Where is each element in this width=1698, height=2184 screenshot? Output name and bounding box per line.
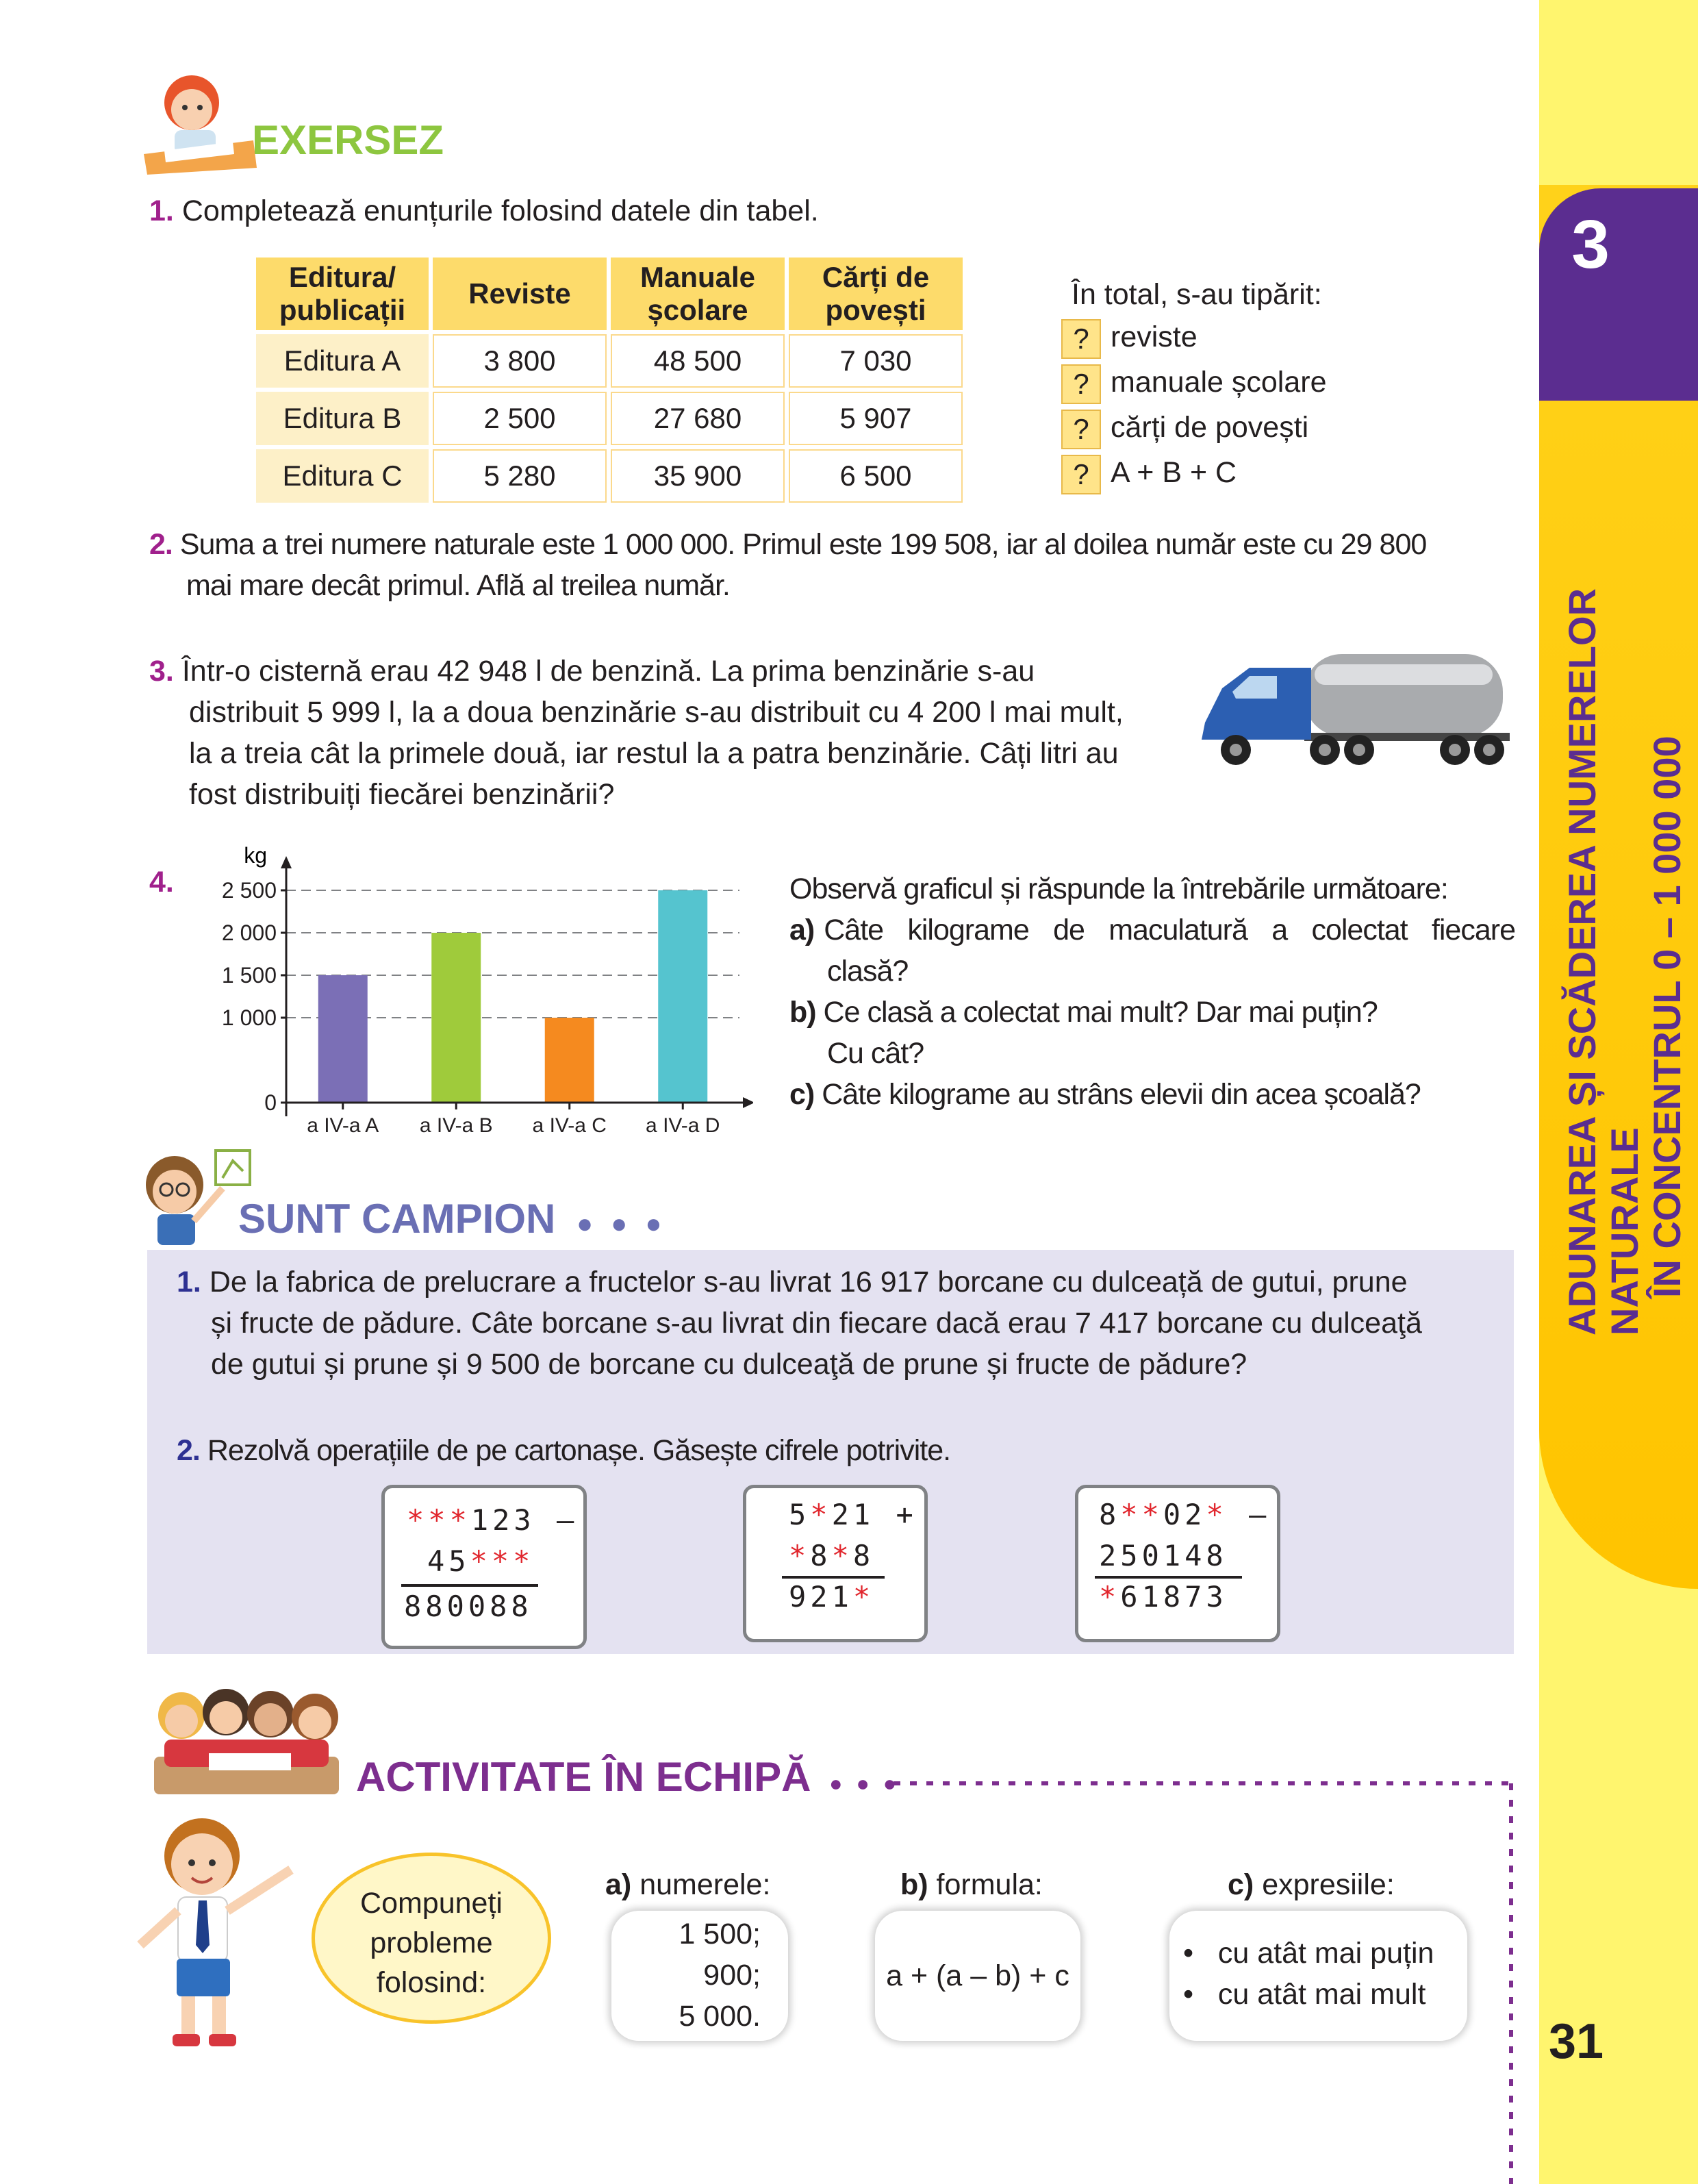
campion-ex2-number: 2.	[177, 1434, 200, 1467]
campion-ex1	[177, 1262, 1498, 1385]
speech-bubble	[312, 1853, 551, 2024]
qa-text2: clasă?	[827, 955, 909, 988]
kids-team-icon	[147, 1674, 346, 1801]
qa-text1: Câte kilograme de maculatură a colectat fiecare	[824, 914, 1515, 946]
ex1-text: Completează enunțurile folosind datele din tabel.	[181, 194, 819, 227]
card-digits: 45	[427, 1544, 470, 1578]
ex3-line3: la a treia cât la primele două, iar restul la a patra benzinărie. Câți litri au	[189, 737, 1119, 770]
ex4-qc-line	[789, 1074, 1515, 1115]
table-cell: 5 280	[433, 449, 607, 503]
expressions-box	[1169, 1911, 1467, 2041]
table-header: Editura/ publicații	[256, 258, 429, 330]
bar	[318, 975, 368, 1103]
sum-line	[401, 1584, 538, 1587]
table-cell: Editura C	[256, 449, 429, 503]
card-digits: 8	[810, 1539, 832, 1572]
campion-ex2	[177, 1430, 950, 1471]
card-digits: 123 –	[470, 1503, 579, 1537]
campion-ex2-text: Rezolvă operațiile de pe cartonașe. Găsește cifrele potrivite.	[207, 1434, 951, 1467]
total-item-label: reviste	[1111, 321, 1198, 353]
table-cell: 3 800	[433, 334, 607, 388]
card-digits: 921	[789, 1580, 853, 1614]
table-cell: 6 500	[789, 449, 963, 503]
table-header: Reviste	[433, 258, 607, 330]
card-digits: 21 +	[831, 1498, 917, 1531]
ex4-qb-line1	[789, 992, 1515, 1033]
ex4-number	[149, 862, 174, 903]
page-number: 31	[1549, 2014, 1604, 2069]
b-label: b)	[900, 1868, 928, 1901]
formula-box	[875, 1911, 1080, 2041]
table-header: Manuale școlare	[611, 258, 785, 330]
girl-writing-icon	[137, 65, 260, 175]
card-digits: 8	[1099, 1498, 1121, 1531]
title-dots: ●●●	[829, 1771, 911, 1796]
missing-digits: *	[789, 1539, 811, 1572]
sum-line	[782, 1576, 885, 1579]
ex2-statement	[149, 524, 1426, 606]
y-axis-label: kg	[244, 843, 267, 868]
table-cell: 35 900	[611, 449, 785, 503]
qc-label: c)	[789, 1078, 815, 1111]
y-tick-label: 1 500	[221, 963, 277, 988]
qb-label: b)	[789, 996, 816, 1029]
missing-digits: ***	[407, 1503, 471, 1537]
ex4-number-label: 4.	[149, 866, 174, 899]
echipa-title-text: ACTIVITATE ÎN ECHIPĂ	[356, 1754, 811, 1800]
boy-presenting-icon	[130, 1808, 308, 2055]
ex1-number: 1.	[149, 194, 174, 227]
card1-result: 880088	[404, 1590, 533, 1623]
ex2-number: 2.	[149, 528, 173, 561]
qb-text1: Ce clasă a colectat mai mult? Dar mai puțin?	[823, 996, 1378, 1029]
a-label: a)	[605, 1868, 632, 1901]
campion-ex1-line2: și fructe de pădure. Câte borcane s-au livrat din fiecare dacă erau 7 417 borcane cu dulceaţă	[211, 1307, 1422, 1340]
bar-chart	[205, 839, 753, 1140]
campion-title	[238, 1195, 680, 1242]
card-digits: 61873	[1120, 1580, 1228, 1614]
campion-ex1-line3: de gutui și prune și 9 500 de borcane cu dulceaţă de prune și fructe de pădure?	[211, 1348, 1247, 1381]
echipa-title	[356, 1753, 910, 1800]
qc-text: Câte kilograme au strâns elevii din acea școală?	[822, 1078, 1421, 1111]
question-mark-box: ?	[1061, 319, 1101, 359]
c-heading	[1228, 1864, 1395, 1905]
ex3-statement	[149, 651, 1156, 815]
table-cell: 2 500	[433, 392, 607, 445]
card2-row2	[789, 1539, 874, 1572]
expression-item: • cu atât mai puțin	[1183, 1937, 1434, 1970]
operation-card-1	[381, 1485, 587, 1649]
chapter-title-line1: ADUNAREA ȘI SCĂDEREA NUMERELOR NATURALE	[1560, 588, 1646, 1335]
publishers-table	[252, 253, 967, 507]
table-cell: Editura B	[256, 392, 429, 445]
ex2-line2: mai mare decât primul. Află al treilea număr.	[186, 569, 730, 602]
table-cell: 7 030	[789, 334, 963, 388]
a-heading	[605, 1864, 770, 1905]
chapter-title	[1561, 445, 1688, 1335]
missing-digits: *	[1099, 1580, 1121, 1614]
x-tick-label: a IV-a B	[419, 1114, 493, 1137]
missing-digits: *	[831, 1539, 853, 1572]
total-item	[1061, 362, 1327, 403]
c-title: expresiile:	[1262, 1868, 1395, 1901]
table-row	[256, 392, 963, 445]
ex3-line1: Într-o cisternă erau 42 948 l de benzină. La prima benzinărie s-au	[181, 655, 1035, 688]
missing-digits: **	[1120, 1498, 1163, 1531]
question-mark-box: ?	[1061, 410, 1101, 449]
totals-intro: În total, s-au tipărit:	[1072, 278, 1322, 311]
bubble-line: probleme	[370, 1926, 493, 1959]
x-axis-arrow	[743, 1097, 753, 1108]
card1-row2	[427, 1544, 534, 1578]
missing-digits: *	[1206, 1498, 1228, 1531]
number-value: 5 000.	[679, 2000, 761, 2033]
y-axis-arrow	[281, 856, 292, 868]
ex4-intro: Observă graficul și răspunde la întrebările următoare:	[789, 873, 1448, 905]
missing-digits: ***	[470, 1544, 535, 1578]
total-item	[1061, 407, 1308, 448]
x-tick-label: a IV-a D	[646, 1114, 720, 1137]
exersez-title: EXERSEZ	[252, 117, 444, 163]
table-header: Cărți de povești	[789, 258, 963, 330]
a-title: numerele:	[639, 1868, 771, 1901]
card-digits: 8	[852, 1539, 875, 1572]
operation-card-2	[743, 1485, 928, 1642]
table-cell: 27 680	[611, 392, 785, 445]
campion-ex1-line1: De la fabrica de prelucrare a fructelor s-au livrat 16 917 borcane cu dulceață de gutui, prune	[209, 1266, 1408, 1298]
b-title: formula:	[936, 1868, 1043, 1901]
question-mark-box: ?	[1061, 364, 1101, 404]
y-tick-label: 2 000	[221, 920, 277, 945]
bar	[658, 890, 707, 1103]
sum-line	[1095, 1576, 1242, 1579]
title-dots: ●●●	[576, 1209, 680, 1239]
card1-row1	[407, 1503, 578, 1537]
y-tick-label: 1 000	[221, 1005, 277, 1030]
card2-row3	[789, 1580, 874, 1614]
table-header-row	[256, 258, 963, 330]
expression-text: cu atât mai mult	[1217, 1978, 1426, 2011]
bubble-line: folosind:	[376, 1966, 487, 1999]
numbers-box	[611, 1911, 788, 2041]
bubble-line: Compuneți	[360, 1887, 503, 1920]
campion-ex1-number: 1.	[177, 1266, 201, 1298]
expression-text: cu atât mai puțin	[1217, 1937, 1434, 1970]
card2-row1	[789, 1498, 917, 1531]
table-cell: 48 500	[611, 334, 785, 388]
table-row	[256, 449, 963, 503]
total-item	[1061, 452, 1237, 493]
card-digits: 02	[1163, 1498, 1206, 1531]
card3-row2: 250148	[1099, 1539, 1228, 1572]
y-tick-label: 2 500	[221, 878, 277, 903]
expression-item: • cu atât mai mult	[1183, 1978, 1426, 2011]
table-row	[256, 334, 963, 388]
ex3-line4: fost distribuiți fiecărei benzinării?	[189, 778, 615, 811]
total-item-label: A + B + C	[1111, 456, 1237, 489]
ex2-line1: Suma a trei numere naturale este 1 000 000. Primul este 199 508, iar al doilea număr este cu 29 800	[179, 528, 1427, 561]
question-mark-box: ?	[1061, 455, 1101, 494]
ex4-qa-line1	[789, 909, 1515, 951]
ex3-number: 3.	[149, 655, 174, 688]
ex3-line2: distribuit 5 999 l, la a doua benzinărie s-au distribuit cu 4 200 l mai mult,	[189, 696, 1124, 729]
formula-value: a + (a – b) + c	[886, 1959, 1069, 1992]
c-label: c)	[1228, 1868, 1254, 1901]
total-item-label: manuale școlare	[1111, 366, 1327, 399]
number-value: 1 500;	[679, 1918, 761, 1950]
table-cell: 5 907	[789, 392, 963, 445]
total-item-label: cărți de povești	[1111, 411, 1309, 444]
b-heading	[900, 1864, 1043, 1905]
missing-digits: *	[852, 1580, 875, 1614]
bar	[545, 1018, 594, 1103]
ex4-questions	[789, 868, 1515, 1115]
qb-text2: Cu cât?	[827, 1037, 924, 1070]
card3-row1	[1099, 1498, 1270, 1531]
campion-title-text: SUNT CAMPION	[238, 1196, 556, 1242]
bar	[431, 933, 481, 1103]
chapter-number: 3	[1571, 206, 1610, 283]
y-tick-label: 0	[264, 1090, 277, 1115]
qa-label: a)	[789, 914, 815, 946]
x-tick-label: a IV-a C	[532, 1114, 607, 1137]
card3-row3	[1099, 1580, 1228, 1614]
table-cell: Editura A	[256, 334, 429, 388]
card-digits: 5	[789, 1498, 811, 1531]
number-value: 900;	[703, 1959, 761, 1992]
missing-digits: *	[810, 1498, 832, 1531]
chapter-title-line2: ÎN CONCENTRUL 0 – 1 000 000	[1645, 736, 1688, 1298]
operation-card-3	[1075, 1485, 1280, 1642]
card-digits: –	[1227, 1498, 1271, 1531]
x-tick-label: a IV-a A	[307, 1114, 379, 1137]
tanker-truck-icon	[1195, 640, 1523, 774]
ex1-statement	[149, 190, 819, 231]
total-item	[1061, 316, 1198, 357]
